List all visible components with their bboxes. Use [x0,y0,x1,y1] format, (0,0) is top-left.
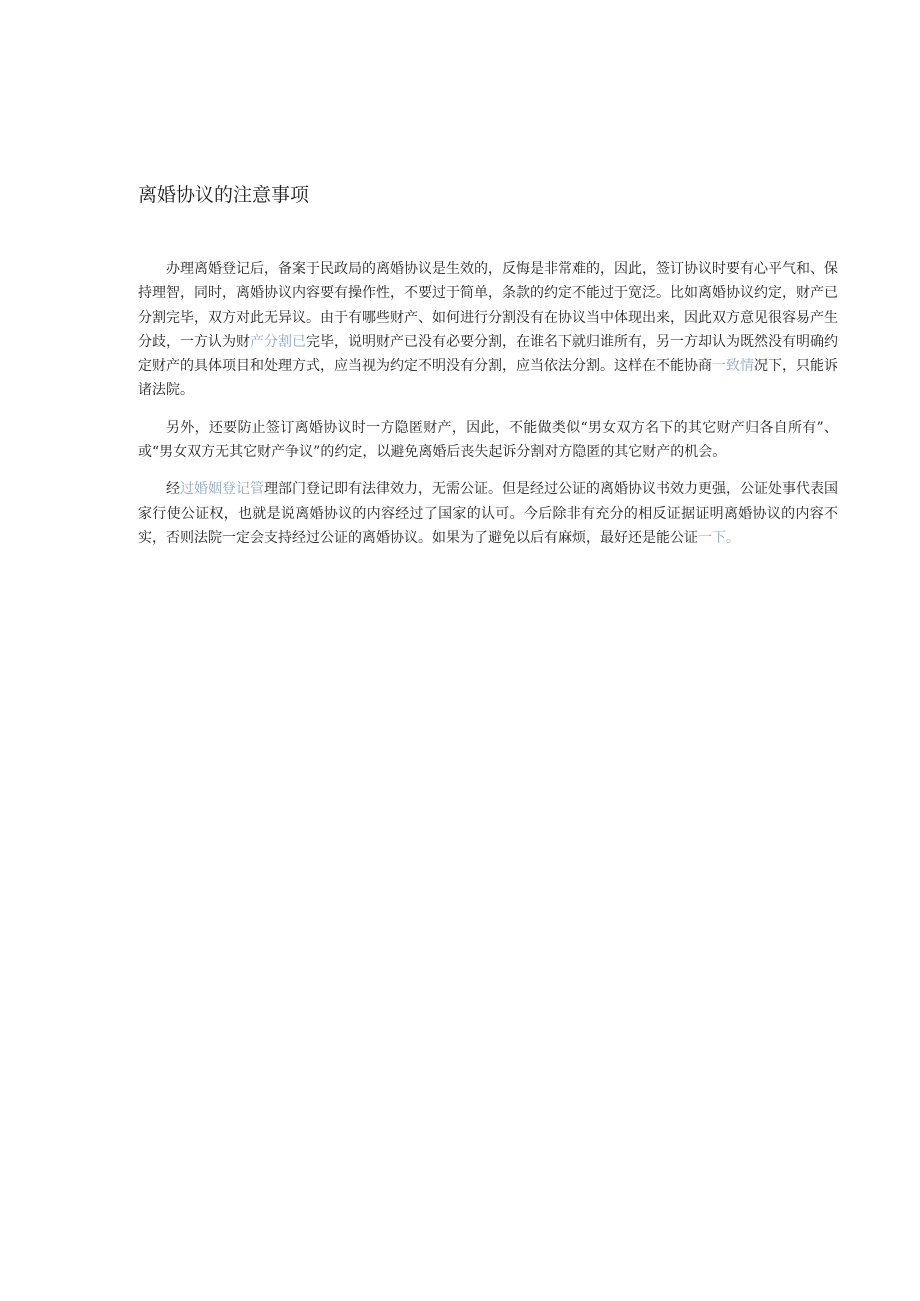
paragraph-1 [138,257,838,403]
inline-link-agreement[interactable]: 一致情 [712,358,754,375]
inline-link-property-division[interactable]: 产分割已 [250,333,306,350]
inline-link-marriage-registration[interactable]: 过婚姻登记管 [180,481,264,498]
paragraph-text: 经 [166,481,180,498]
paragraph-text: 完毕，说明财产已没有必要分割，在谁名下就归谁所有，另一方却认为既然没有明确约定财产的具体项目和处理方式，应当视为约定不明没有分割，应当依法分割。这样在不能协商 [138,333,838,375]
paragraph-3 [138,477,838,550]
paragraph-2 [138,416,838,465]
paragraph-text: 另外，还要防止签订离婚协议时一方隐匿财产，因此，不能做类似“男女双方名下的其它财产归各自所有”、或“男女双方无其它财产争议”的约定，以避免离婚后丧失起诉分割对方隐匿的其它财产的机会。 [138,419,838,461]
paragraph-text: 况下，只能诉诸法院。 [138,358,838,399]
paragraph-text: 理部门登记即有法律效力，无需公证。但是经过公证的离婚协议书效力更强，公证处事代表国家行使公证权，也就是说离婚协议的内容经过了国家的认可。今后除非有充分的相反证据证明离婚协议的内容不实，否则法院一定会支持经过公证的离婚协议。如果为了避免以后有麻烦，最好还是能公证 [138,481,838,546]
inline-link-notarize[interactable]: 一下。 [698,529,740,546]
document-body [138,180,838,563]
paragraph-text: 办理离婚登记后，备案于民政局的离婚协议是生效的，反悔是非常难的，因此，签订协议时要有心平气和、保持理智，同时，离婚协议内容要有操作性，不要过于简单，条款的约定不能过于宽泛。比如离婚协议约定，财产已分割完毕，双方对此无异议。由于有哪些财产、如何进行分割没有在协议当中体现出来，因此双方意见很容易产生分歧，一方认为财 [138,261,838,350]
page-title: 离婚协议的注意事项 [138,184,310,206]
